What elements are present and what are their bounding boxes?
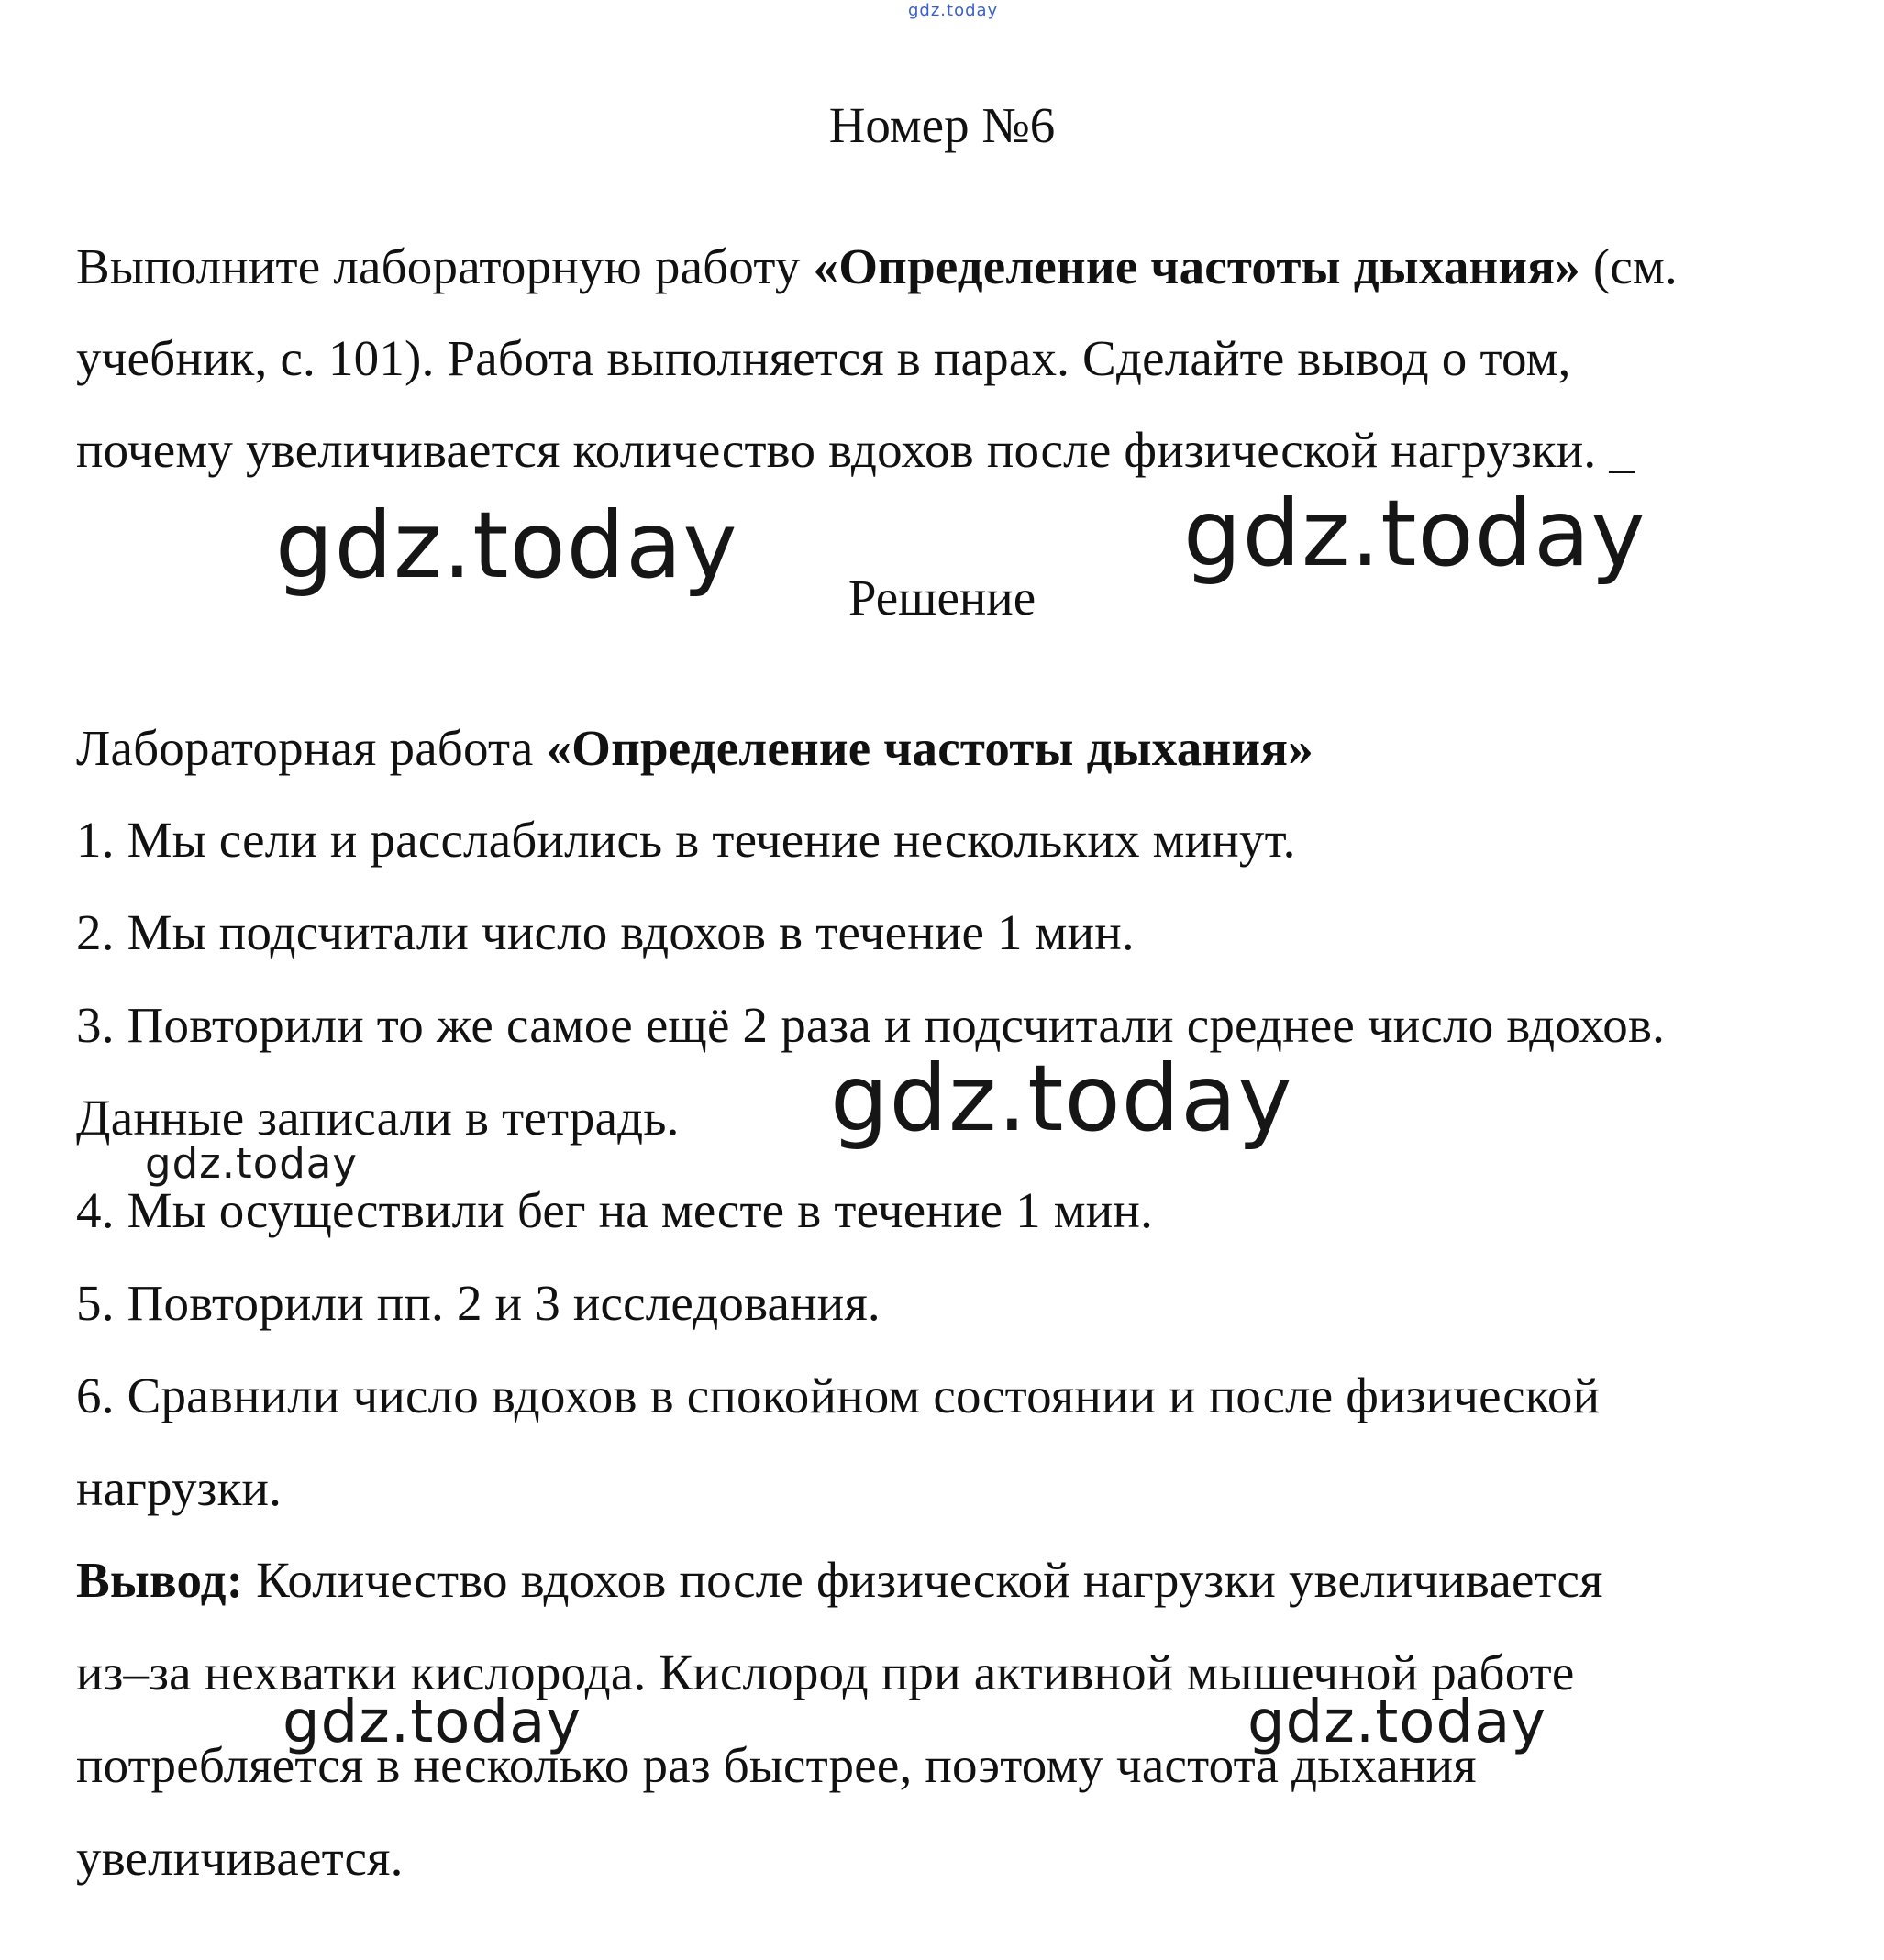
lab-title (76, 718, 1313, 779)
watermark-2: gdz.today (1183, 480, 1646, 587)
conclusion-line-2: из–за нехватки кислорода. Кислород при активной мышечной работе (76, 1644, 1575, 1700)
watermark-5: gdz.today (283, 1689, 582, 1756)
conclusion-line-1-text: Количество вдохов после физической нагрузки увеличивается (243, 1552, 1603, 1608)
conclusion-line-4: увеличивается. (76, 1830, 404, 1886)
lab-step-4: 4. Мы осуществили бег на месте в течение 1 мин. (76, 1182, 1154, 1238)
lab-step-2: 2. Мы подсчитали число вдохов в течение 1 мин. (76, 904, 1135, 960)
task-line-3: почему увеличивается количество вдохов после физической нагрузки. _ (76, 422, 1635, 478)
conclusion-line-3: потребляется в несколько раз быстрее, поэтому частота дыхания (76, 1737, 1477, 1793)
lab-step-6a: 6. Сравнили число вдохов в спокойном состоянии и после физической (76, 1368, 1601, 1423)
watermark-1: gdz.today (275, 492, 738, 599)
watermark-4: gdz.today (145, 1139, 359, 1188)
watermark-3: gdz.today (830, 1045, 1293, 1152)
lab-step-3a: 3. Повторили то же самое ещё 2 раза и подсчитали среднее число вдохов. (76, 997, 1666, 1053)
task-lab-title: «Определение частоты дыхания» (813, 238, 1580, 294)
watermark-6: gdz.today (1247, 1689, 1547, 1756)
task-line-1-text: Выполните лабораторную работу (76, 238, 814, 294)
lab-step-3b: Данные записали в тетрадь. (76, 1090, 680, 1146)
lab-title-bold: «Определение частоты дыхания» (546, 720, 1313, 776)
watermark-top: gdz.today (908, 1, 999, 20)
task-line-2: учебник, с. 101). Работа выполняется в парах. Сделайте вывод о том, (76, 330, 1571, 386)
conclusion-label: Вывод: (76, 1552, 244, 1608)
lab-step-5: 5. Повторили пп. 2 и 3 исследования. (76, 1275, 881, 1331)
lab-title-prefix: Лабораторная работа (76, 720, 547, 776)
solution-heading: Решение (848, 570, 1036, 626)
conclusion-line-1 (76, 1550, 1603, 1611)
lab-step-1: 1. Мы сели и расслабились в течение нескольких минут. (76, 812, 1296, 868)
page-title: Номер №6 (828, 97, 1056, 153)
task-line-1-tail: (см. (1579, 238, 1679, 294)
task-line-1 (76, 237, 1678, 297)
lab-step-6b: нагрузки. (76, 1460, 283, 1516)
